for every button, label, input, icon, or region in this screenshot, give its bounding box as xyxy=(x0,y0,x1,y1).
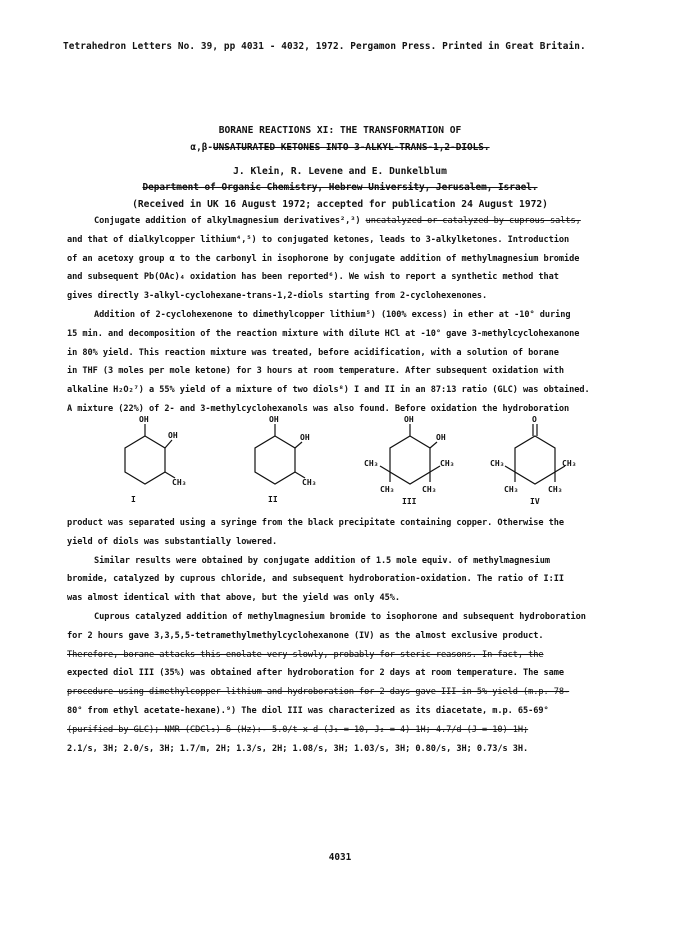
text-line xyxy=(67,404,569,414)
line-text: yield of diols was substantially lowered. xyxy=(67,536,278,547)
struct-III-ch3-a: CH₃ xyxy=(364,459,379,468)
line-struck-text: Therefore, borane attacks this enolate very slowly, probably for steric reasons. In fact, the xyxy=(67,649,544,660)
line-struck-text: uncatalyzed or catalyzed by cuprous salts, xyxy=(365,216,581,226)
line-text: of an acetoxy group α to the carbonyl in isophorone by conjugate addition of methylmagnesium bromide xyxy=(67,253,580,264)
journal-header: Tetrahedron Letters No. 39, pp 4031 - 4032, 1972. Pergamon Press. Printed in Great Britain. xyxy=(63,41,586,52)
text-line xyxy=(67,254,579,264)
text-line xyxy=(67,291,487,301)
struct-IV-ch3-a: CH₃ xyxy=(490,459,505,468)
text-line xyxy=(94,216,581,226)
text-line xyxy=(67,235,569,245)
struct-II-oh1: OH xyxy=(269,416,279,424)
line-struck-text: procedure using dimethylcopper lithium and hydroboration for 2 days gave III in 5% yield (m.p. 78- xyxy=(67,687,570,698)
struct-I-oh2: OH xyxy=(168,431,178,440)
line-text: was almost identical with that above, but the yield was only 45%. xyxy=(67,593,401,604)
struct-II-oh2: OH xyxy=(300,433,310,442)
received-dates: (Received in UK 16 August 1972; accepted for publication 24 August 1972) xyxy=(132,199,548,210)
paper-title-line2 xyxy=(0,142,680,153)
line-text: for 2 hours gave 3,3,5,5-tetramethylmethylcyclohexanone (IV) as the almost exclusive product. xyxy=(67,630,544,641)
struct-III-label: III xyxy=(402,497,417,506)
line-text: product was separated using a syringe from the black precipitate containing copper. Otherwise the xyxy=(67,518,565,528)
text-line xyxy=(67,668,564,678)
struct-IV-ch3-c: CH₃ xyxy=(562,459,577,468)
chemical-structures xyxy=(100,416,620,511)
text-line xyxy=(67,518,564,528)
line-text: and that of dialkylcopper lithium⁴,⁵) to conjugated ketones, leads to 3-alkylketones. Introduction xyxy=(67,234,570,245)
text-line xyxy=(67,329,579,339)
text-line xyxy=(67,385,590,395)
line-text: Similar results were obtained by conjugate addition of 1.5 mole equiv. of methylmagnesium xyxy=(94,555,551,566)
affiliation: Department of Organic Chemistry, Hebrew University, Jerusalem, Israel. xyxy=(142,182,538,193)
line-text: Conjugate addition of alkylmagnesium derivatives²,³) xyxy=(94,216,366,226)
struct-III-oh2: OH xyxy=(436,433,446,442)
text-line xyxy=(67,348,559,358)
text-line xyxy=(94,612,586,622)
struct-IV-o: O xyxy=(532,416,537,424)
line-text: gives directly 3-alkyl-cyclohexane-trans-1,2-diols starting from 2-cyclohexenones. xyxy=(67,291,488,302)
struct-III-ch3-b: CH₃ xyxy=(380,485,395,494)
struct-I-ch3: CH₃ xyxy=(172,478,187,487)
line-text: in THF (3 moles per mole ketone) for 3 hours at room temperature. After subsequent oxidation with xyxy=(67,366,565,377)
struct-IV-ch3-b: CH₃ xyxy=(504,485,519,494)
text-line xyxy=(67,366,564,376)
struct-I-label: I xyxy=(131,495,136,504)
line-text: alkaline H₂O₂⁷) a 55% yield of a mixture of two diols⁸) I and II in an 87:13 ratio (GLC) was obtained. xyxy=(67,385,590,396)
text-line xyxy=(67,744,528,754)
text-line xyxy=(94,556,550,566)
structure-III xyxy=(364,416,454,506)
line-text: 2.1/s, 3H; 2.0/s, 3H; 1.7/m, 2H; 1.3/s, 2H; 1.08/s, 3H; 1.03/s, 3H; 0.80/s, 3H; 0.73/s 3H. xyxy=(67,743,529,754)
text-line xyxy=(67,687,569,697)
line-text: 80° from ethyl acetate-hexane).⁹) The diol III was characterized as its diacetate, m.p. 65-69° xyxy=(67,706,549,716)
text-line xyxy=(94,310,571,320)
structure-II xyxy=(255,416,316,504)
text-line xyxy=(67,650,544,660)
line-text: in 80% yield. This reaction mixture was treated, before acidification, with a solution of borane xyxy=(67,347,559,358)
line-text: and subsequent Pb(OAc)₄ oxidation has been reported⁶). We wish to report a synthetic method that xyxy=(67,272,559,283)
text-line xyxy=(67,537,277,547)
title-prefix: α,β- xyxy=(190,142,213,153)
struct-III-ch3-c: CH₃ xyxy=(440,459,455,468)
struct-III-oh1: OH xyxy=(404,416,414,424)
text-line xyxy=(67,725,528,735)
page-number: 4031 xyxy=(328,852,352,863)
line-text: A mixture (22%) of 2- and 3-methylcyclohexanols was also found. Before oxidation the hydroboration xyxy=(67,404,570,414)
authors: J. Klein, R. Levene and E. Dunkelblum xyxy=(233,166,447,177)
line-struck-text: (purified by GLC); NMR (CDCl₃) δ (Hz):- 5.0/t x d (J₁ = 10, J₂ = 4) 1H; 4.7/d (J = 10) 1H; xyxy=(67,724,529,735)
structure-IV xyxy=(490,416,576,506)
text-line xyxy=(67,574,564,584)
line-text: Addition of 2-cyclohexenone to dimethylcopper lithium⁵) (100% excess) in ether at -10° during xyxy=(94,310,571,320)
line-text: Cuprous catalyzed addition of methylmagnesium bromide to isophorone and subsequent hydroboration xyxy=(94,612,586,622)
struct-IV-ch3-d: CH₃ xyxy=(548,485,563,494)
text-line xyxy=(67,593,400,603)
line-text: expected diol III (35%) was obtained after hydroboration for 2 days at room temperature. The same xyxy=(67,668,565,679)
title-struck: UNSATURATED KETONES INTO 3-ALKYL-TRANS-1,2-DIOLS. xyxy=(213,142,490,153)
text-line xyxy=(67,272,559,282)
struct-II-label: II xyxy=(268,495,278,504)
struct-II-ch3: CH₃ xyxy=(302,478,317,487)
text-line xyxy=(67,631,544,641)
struct-III-ch3-d: CH₃ xyxy=(422,485,437,494)
struct-I-oh1: OH xyxy=(139,416,149,424)
line-text: 15 min. and decomposition of the reaction mixture with dilute HCl at -10° gave 3-methylcyclohexanone xyxy=(67,328,580,339)
structure-I xyxy=(125,416,186,504)
text-line xyxy=(67,706,549,716)
paper-title-line1: BORANE REACTIONS XI: THE TRANSFORMATION OF xyxy=(218,125,462,136)
line-text: bromide, catalyzed by cuprous chloride, and subsequent hydroboration-oxidation. The ratio of I:II xyxy=(67,574,565,585)
struct-IV-label: IV xyxy=(530,497,540,506)
